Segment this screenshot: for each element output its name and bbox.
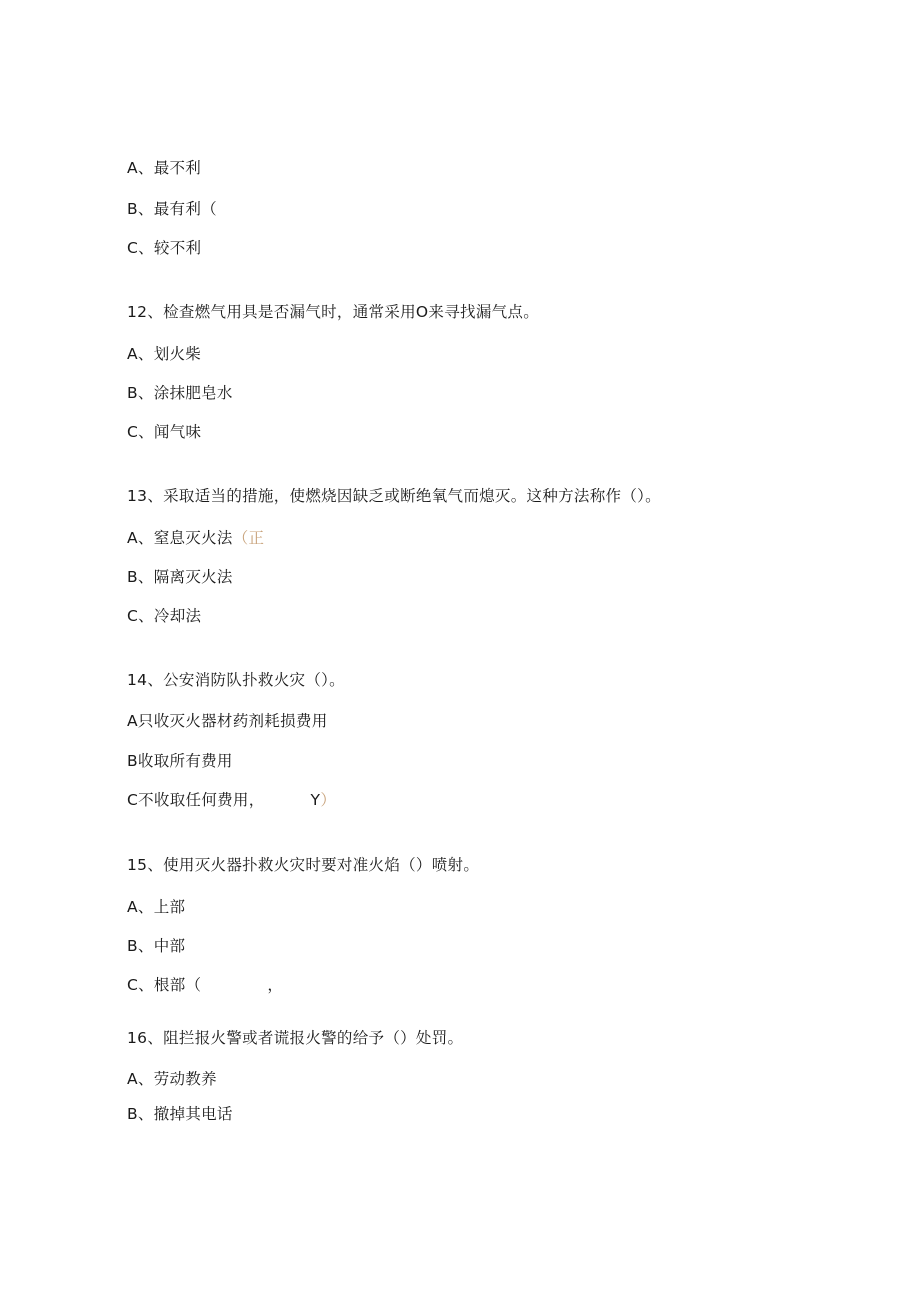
q13-option-c: C、冷却法 — [127, 607, 202, 625]
q13-answer-mark: （正 — [232, 529, 265, 547]
q11-option-b: B、最有利（ — [127, 200, 217, 218]
q14-option-a: A只收灭火器材药剂耗损费用 — [127, 712, 328, 730]
q11-option-c: C、较不利 — [127, 239, 202, 257]
q11-option-a: A、最不利 — [127, 159, 202, 177]
q13-question: 13、采取适当的措施，使燃烧因缺乏或断绝氧气而熄灭。这种方法称作（）。 — [127, 487, 661, 505]
q14-option-b: B收取所有费用 — [127, 752, 233, 770]
q15-option-a: A、上部 — [127, 898, 186, 916]
q12-question: 12、检查燃气用具是否漏气时，通常采用O来寻找漏气点。 — [127, 303, 540, 321]
q12-option-c: C、闻气味 — [127, 423, 202, 441]
q16-option-b: B、撤掉其电话 — [127, 1105, 233, 1123]
q15-option-c-tail: ， — [267, 976, 284, 994]
q14-option-c-label: C不收取任何费用， — [127, 791, 265, 809]
q14-option-c — [127, 790, 336, 810]
q13-option-a-label: A、窒息灭火法 — [127, 529, 233, 547]
q12-option-b: B、涂抹肥皂水 — [127, 384, 233, 402]
q15-option-b: B、中部 — [127, 937, 186, 955]
q15-option-c-label: C、根部（ — [127, 976, 202, 994]
q16-option-a: A、劳动教养 — [127, 1070, 217, 1088]
q14-answer-paren: ） — [320, 791, 337, 809]
q16-question: 16、阻拦报火警或者谎报火警的给予（）处罚。 — [127, 1029, 464, 1047]
q15-option-c — [127, 975, 283, 995]
q12-option-a: A、划火柴 — [127, 345, 202, 363]
q13-option-a — [127, 528, 264, 548]
q14-question: 14、公安消防队扑救火灾（）。 — [127, 671, 345, 689]
q15-question: 15、使用灭火器扑救火灾时要对准火焰（）喷射。 — [127, 856, 480, 874]
q14-answer-mark: Y — [310, 791, 321, 809]
q13-option-b: B、隔离灭火法 — [127, 568, 233, 586]
